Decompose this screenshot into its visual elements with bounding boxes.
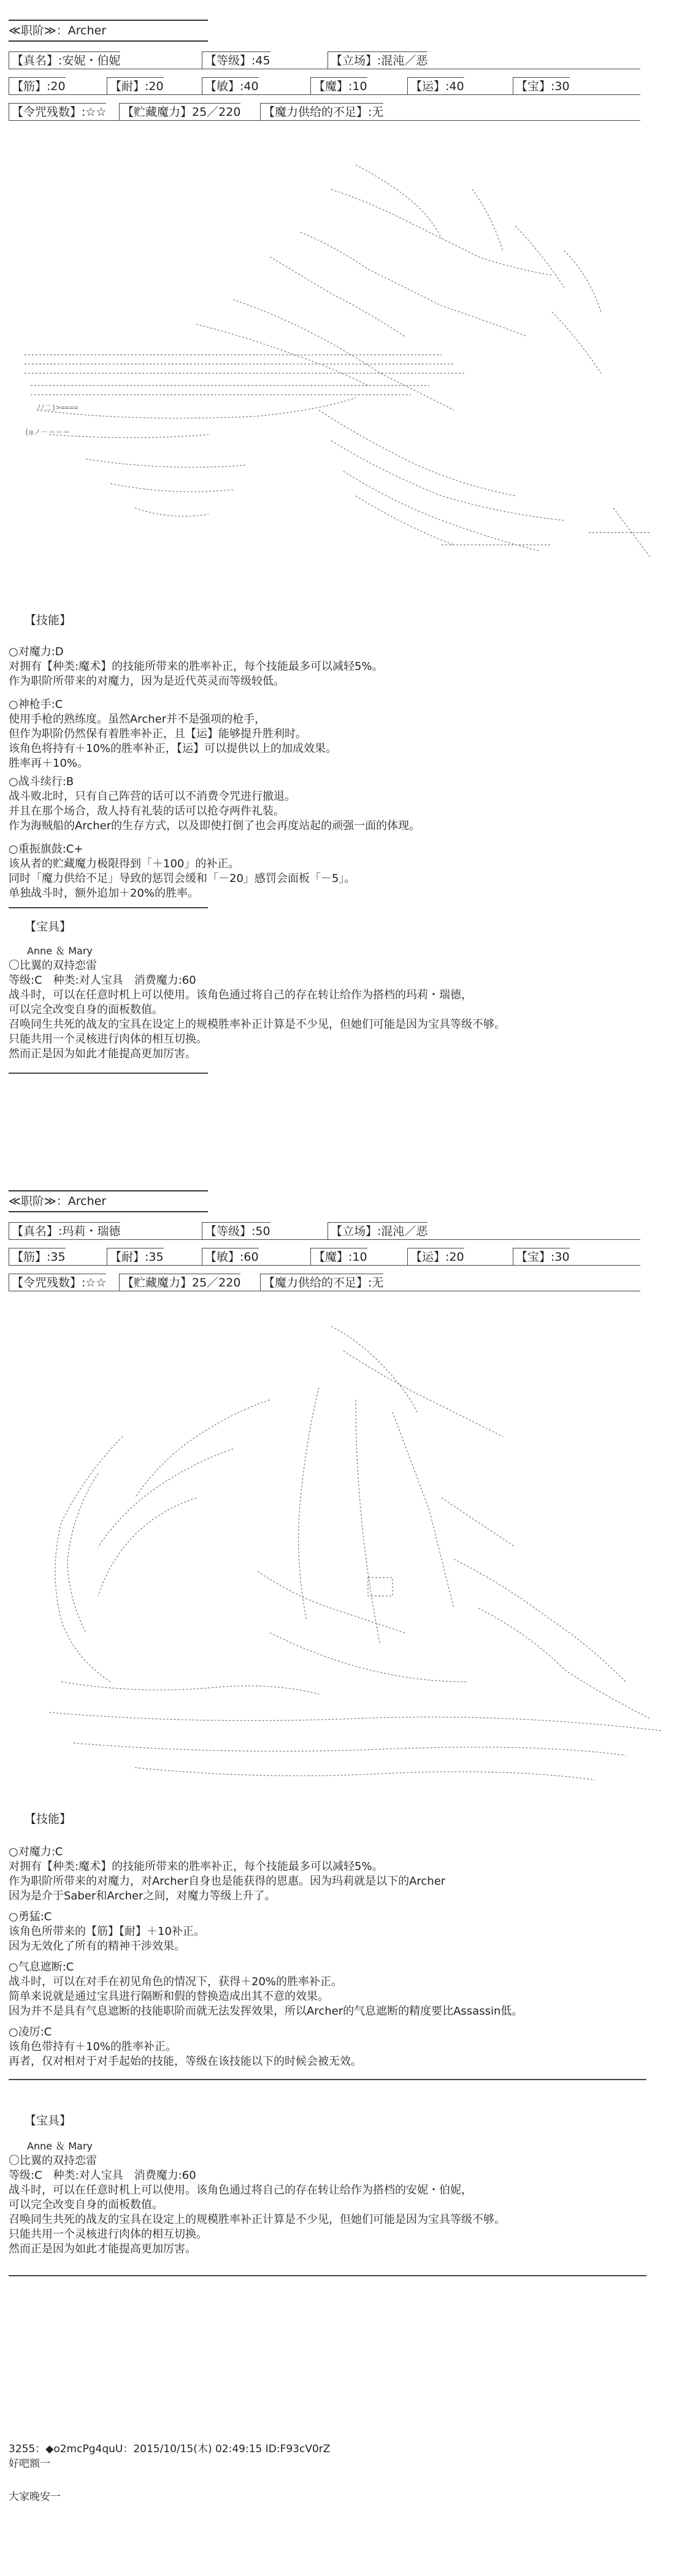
sheet2-skill-0 (9, 1845, 677, 1904)
post-footer (9, 2442, 677, 2504)
skill-line: 对拥有【种类:魔术】的技能所带来的胜率补正，每个技能最多可以减轻5%。 (9, 1860, 383, 1873)
skill-line: 作为职阶所带来的对魔力，对Archer自身也是能获得的恩惠。因为玛莉就是以下的Archer (9, 1875, 446, 1888)
stat-str: 【筋】:35 (9, 1248, 66, 1266)
skill-name: ○气息遮断:C (9, 1961, 74, 1974)
skill-line: 对拥有【种类:魔术】的技能所带来的胜率补正，每个技能最多可以减轻5%。 (9, 660, 383, 673)
ascii-art-anne (12, 144, 675, 588)
np-line: 可以完全改变自身的面板数值。 (9, 2198, 163, 2211)
sheet2-title: ≪职阶≫：Archer (9, 1195, 107, 1208)
stat-mana: 【魔】:10 (310, 77, 367, 95)
sheet1-skills-heading: 【技能】 (25, 614, 72, 627)
ascii-art-mary (12, 1305, 681, 1796)
np-title: 〇比翼的双持恋雷 (9, 959, 97, 972)
skill-line: 战斗败北时，只有自己阵营的话可以不消费令咒进行撤退。 (9, 790, 296, 803)
np-line: 等级:C 种类:对人宝具 消费魔力:60 (9, 974, 196, 987)
svg-text:ﾉﾉ二)>====: ﾉﾉ二)>==== (37, 403, 79, 412)
np-line: 然而正是因为如此才能提高更加厉害。 (9, 2243, 196, 2255)
stat-mana: 【魔】:10 (310, 1248, 367, 1266)
skill-line: 该角色带持有＋10%的胜率补正。 (9, 2040, 177, 2053)
skill-name: ○神枪手:C (9, 698, 63, 711)
stored-mana: 【贮藏魔力】25／220 (119, 1274, 240, 1291)
skill-line: 再者，仅对相对于对手起始的技能，等级在该技能以下的时候会被无效。 (9, 2055, 362, 2068)
skill-line: 作为职阶所带来的对魔力，因为是近代英灵而等级较低。 (9, 675, 285, 688)
stat-np: 【宝】:30 (513, 1248, 570, 1266)
skill-line: 因为无效化了所有的精神干涉效果。 (9, 1940, 185, 1953)
sheet2-skill-3 (9, 2025, 677, 2069)
stat-agi: 【敏】:60 (202, 1248, 259, 1266)
command-seals: 【令咒残数】:☆☆ (9, 1274, 106, 1291)
np-line: 战斗时，可以在任意时机上可以使用。该角色通过将自己的存在转让给作为搭档的玛莉・瑞德， (9, 989, 472, 1001)
np-line: 可以完全改变自身的面板数值。 (9, 1003, 163, 1016)
np-name: Anne ＆ Mary (27, 945, 93, 957)
skill-line: 战斗时，可以在对手在初见角色的情况下，获得＋20%的胜率补正。 (9, 1975, 343, 1988)
np-line: 召唤同生共死的战友的宝具在设定上的规模胜率补正计算是不少见，但她们可能是因为宝具等级不够。 (9, 2213, 505, 2226)
sheet2-skills-heading: 【技能】 (25, 1812, 72, 1826)
true-name: 【真名】:安妮・伯妮 (9, 51, 120, 69)
mana-supply: 【魔力供给的不足】:无 (260, 1274, 383, 1291)
stored-mana: 【贮藏魔力】25／220 (119, 103, 240, 121)
mana-supply: 【魔力供给的不足】:无 (260, 103, 383, 121)
skill-line: 使用手枪的熟练度。虽然Archer并不是强项的枪手， (9, 713, 266, 726)
command-seals: 【令咒残数】:☆☆ (9, 103, 106, 121)
skill-line: 因为并不是具有气息遮断的技能职阶而就无法发挥效果，所以Archer的气息遮断的精度要比Assassin低。 (9, 2005, 523, 2018)
post-line-2: 大家晚安一 (9, 2491, 61, 2503)
np-line: 只能共用一个灵核进行肉体的相互切换。 (9, 2228, 207, 2241)
skill-line: 作为海贼船的Archer的生存方式，以及即使打倒了也会再度站起的顽强一面的体现。 (9, 819, 421, 832)
sheet1-row1 (9, 51, 677, 70)
sheet2-np-heading: 【宝具】 (25, 2114, 72, 2127)
skill-name: ○战斗续行:B (9, 775, 74, 788)
sheet2-skill-2 (9, 1960, 677, 2019)
true-name: 【真名】:玛莉・瑞德 (9, 1222, 120, 1240)
svg-text:(◎ノ－＝＝＝: (◎ノ－＝＝＝ (25, 428, 71, 436)
np-line: 等级:C 种类:对人宝具 消费魔力:60 (9, 2169, 196, 2182)
sheet2-row2 (9, 1248, 677, 1266)
stat-end: 【耐】:20 (107, 77, 164, 95)
skill-line: 单独战斗时，额外追加＋20%的胜率。 (9, 887, 199, 900)
skill-line: 该角色将持有＋10%的胜率补正，【运】可以提供以上的加成效果。 (9, 742, 337, 755)
np-line: 然而正是因为如此才能提高更加厉害。 (9, 1047, 196, 1060)
skill-line: 并且在那个场合，敌人持有礼装的话可以抢夺两件礼装。 (9, 805, 285, 818)
skill-name: ○重振旗鼓:C+ (9, 843, 83, 856)
skill-name: ○凌厉:C (9, 2026, 52, 2038)
skill-line: 同时「魔力供给不足」导致的惩罚会缓和「－20」感罚会面板「－5」。 (9, 872, 356, 885)
sheet1-row3 (9, 103, 677, 121)
np-title: 〇比翼的双持恋雷 (9, 2154, 97, 2167)
skill-line: 因为是介于Saber和Archer之间，对魔力等级上升了。 (9, 1890, 276, 1902)
sheet2-row3 (9, 1274, 677, 1292)
np-line: 战斗时，可以在任意时机上可以使用。该角色通过将自己的存在转让给作为搭档的安妮・伯妮， (9, 2184, 472, 2197)
sheet2-skill-1 (9, 1910, 677, 1954)
stat-end: 【耐】:35 (107, 1248, 164, 1266)
skill-name: ○对魔力:C (9, 1845, 63, 1858)
stat-str: 【筋】:20 (9, 77, 66, 95)
sheet1-row2 (9, 77, 677, 96)
alignment: 【立场】:混沌／恶 (328, 1222, 427, 1240)
skill-line: 胜率再＋10%。 (9, 757, 89, 770)
skill-line: 该从者的贮藏魔力极限得到「＋100」的补正。 (9, 857, 240, 870)
skill-line: 该角色所带来的【筋】【耐】＋10补正。 (9, 1925, 205, 1938)
sheet1-skill-2 (9, 775, 677, 834)
sheet1-np (9, 944, 677, 1062)
level: 【等级】:45 (202, 51, 270, 69)
skill-line: 但作为职阶仍然保有着胜率补正，且【运】能够提升胜利时。 (9, 728, 307, 740)
np-name: Anne ＆ Mary (27, 2140, 93, 2152)
np-line: 只能共用一个灵核进行肉体的相互切换。 (9, 1033, 207, 1046)
level: 【等级】:50 (202, 1222, 270, 1240)
sheet1-skill-3 (9, 842, 677, 901)
post-header: 3255：◆o2mcPg4quU：2015/10/15(木) 02:49:15 ID:F93cV0rZ (9, 2443, 331, 2455)
stat-np: 【宝】:30 (513, 77, 570, 95)
sheet2-np (9, 2139, 677, 2257)
stat-luck: 【运】:40 (407, 77, 464, 95)
skill-name: ○勇猛:C (9, 1910, 52, 1923)
alignment: 【立场】:混沌／恶 (328, 51, 427, 69)
sheet1-skill-0 (9, 645, 677, 689)
np-line: 召唤同生共死的战友的宝具在设定上的规模胜率补正计算是不少见，但她们可能是因为宝具等级不够。 (9, 1018, 505, 1031)
sheet1-title: ≪职阶≫：Archer (9, 24, 107, 37)
sheet2-row1 (9, 1222, 677, 1241)
skill-line: 简单来说就是通过宝具进行隔断和假的替换造成出其不意的效果。 (9, 1990, 329, 2003)
sheet1-np-heading: 【宝具】 (25, 920, 72, 933)
stat-luck: 【运】:20 (407, 1248, 464, 1266)
ascii-art-anne-figure (12, 153, 675, 597)
post-line-1: 好吧额一 (9, 2458, 50, 2470)
skill-name: ○对魔力:D (9, 645, 64, 658)
ascii-art-mary-figure (12, 1314, 681, 1804)
stat-agi: 【敏】:40 (202, 77, 259, 95)
sheet1-skill-1 (9, 697, 677, 771)
